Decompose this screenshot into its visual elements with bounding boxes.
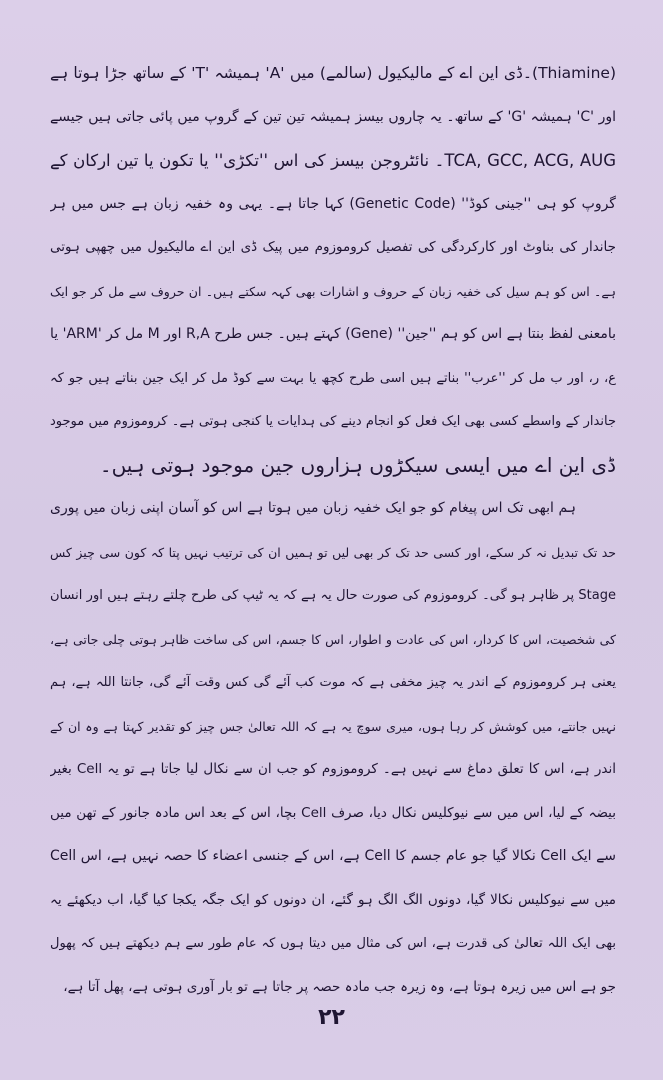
text-line: نہیں جانتے، میں کوشش کر رہا ہوں، میری سوچ یہ ہے کہ اللہ تعالیٰ جس چیز کو تقدیر کہتا ہے وہ ان کے: [50, 718, 616, 734]
text-line: سے ایک Cell نکالا گیا جو عام جسم کا Cell ہے، اس کے جنسی اعضاء کا حصہ نہیں ہے، اس Cell: [50, 848, 616, 864]
text-line: جاندار کی بناوٹ اور کارکردگی کی تفصیل کروموزوم میں پیک ڈی این اے مالیکیول میں چھپی ہوتی: [50, 239, 616, 255]
text-line: میں سے نیوکلیس نکالا گیا، دونوں الگ الگ ہو گئے، ان دونوں کو ایک جگہ یکجا کیا گیا، اب دیکھئے یہ: [50, 891, 616, 908]
text-line: بامعنی لفظ بنتا ہے اس کو ہم ''جین'' (Gene) کہتے ہیں۔ جس طرح R,A اور M مل کر 'ARM' یا: [50, 326, 616, 342]
text-line: Stage پر ظاہر ہو گی۔ کروموزوم کی صورت حال یہ ہے کہ یہ ٹیپ کی طرح چلتے رہتے ہیں اور انسان: [50, 588, 616, 603]
text-line: (Thiamine)۔ڈی این اے کے مالیکیول (سالمے) میں 'A' ہمیشہ 'T' کے ساتھ جڑا ہوتا ہے: [50, 64, 616, 82]
text-line: TCA, GCC, ACG, AUG۔ نائٹروجن بیسز کی اس ''تکڑی'' یا تکون یا تین ارکان کے: [50, 151, 616, 170]
page-body-text: [50, 52, 616, 1009]
text-line: ع، ر، اور ب مل کر ''عرب'' بناتے ہیں اسی طرح کچھ یا بہت سے کوڈ مل کر ایک جین بناتے ہیں جو کہ: [50, 370, 616, 386]
text-line: ہے۔ اس کو ہم سیل کی خفیہ زبان کے حروف و اشارات بھی کہہ سکتے ہیں۔ ان حروف سے مل کر جو ایک: [50, 283, 616, 299]
text-line: بھی ایک اللہ تعالیٰ کی قدرت ہے، اس کی مثال میں دیتا ہوں کہ عام طور سے ہم دیکھتے ہیں کہ پھول: [50, 936, 616, 951]
text-line: جاندار کے واسطے کسی بھی ایک فعل کو انجام دینے کی ہدایات یا کنجی ہوتی ہے۔ کروموزوم میں موجود: [50, 414, 616, 429]
text-line: ڈی این اے میں ایسی سیکڑوں ہزاروں جین موجود ہوتی ہیں۔: [99, 452, 616, 477]
text-line: حد تک تبدیل نہ کر سکے، اور کسی حد تک کر بھی لیں تو ہمیں ان کی ترتیب نہیں پتا کہ کون سی چیز کس: [50, 544, 616, 560]
text-line: یعنی ہر کروموزوم کے اندر یہ چیز مخفی ہے کہ موت کب آئے گی کس وقت آئے گی، جانتا اللہ ہے، ہم: [50, 675, 616, 690]
text-line: ہم ابھی تک اس پیغام کو جو ایک خفیہ زبان میں ہوتا ہے اس کو آسان اپنی زبان میں پوری: [50, 500, 576, 516]
text-line: اور 'C' ہمیشہ 'G' کے ساتھ۔ یہ چاروں بیسز ہمیشہ تین تین کے گروپ میں پائی جاتی ہیں جیسے: [50, 108, 616, 125]
text-line: بیضہ کے لیا، اس میں سے نیوکلیس نکال دیا، صرف Cell بچا، اس کے بعد اس مادہ جانور کے تھن میں: [50, 804, 616, 821]
text-line: جو ہے اس میں زیرہ ہوتا ہے، وہ زیرہ جب مادہ حصہ پر جاتا ہے تو بار آوری ہوتی ہے، پھل آتا ہے،: [63, 978, 616, 995]
text-line: کی شخصیت، اس کا کردار، اس کی عادت و اطوار، اس کا جسم، اس کی ساخت ظاہر ہوتی چلی جاتی ہے،: [50, 631, 616, 647]
text-line: گروپ کو ہی ''جینی کوڈ'' (Genetic Code) کہا جاتا ہے۔ یہی وہ خفیہ زبان ہے جس میں ہر: [50, 195, 616, 212]
text-line: اندر ہے، اس کا تعلق دماغ سے نہیں ہے۔ کروموزوم کو جب ان سے نکال لیا جاتا ہے تو یہ Cell بغیر: [50, 761, 616, 777]
page-number: ۲۲: [318, 1005, 345, 1030]
